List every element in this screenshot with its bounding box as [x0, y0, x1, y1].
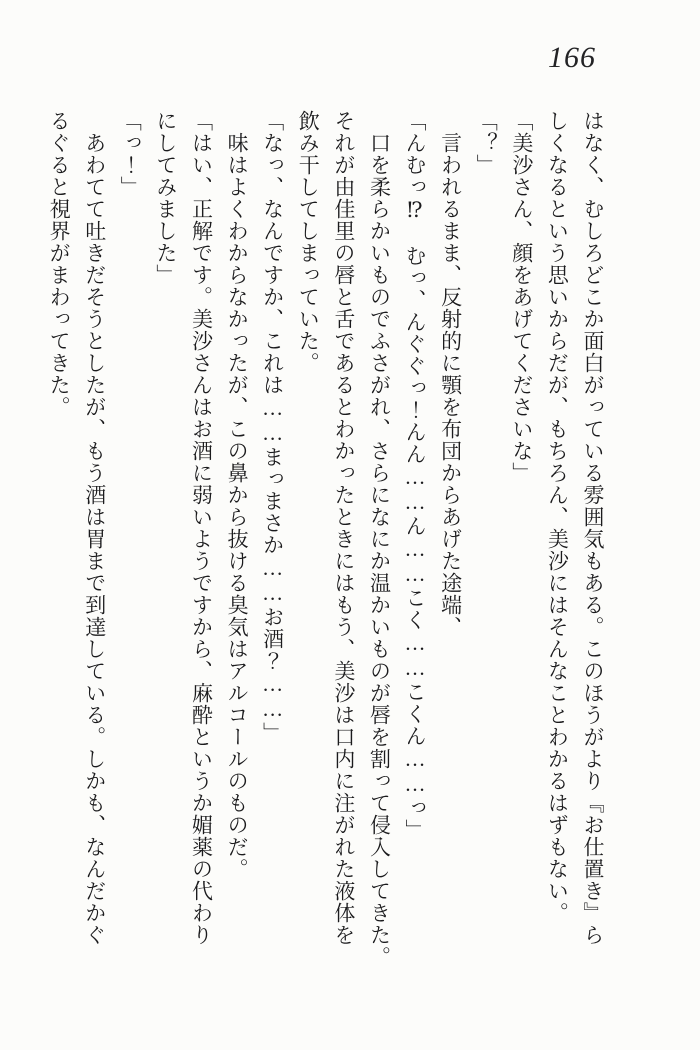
text-line: それが由佳里の唇と舌であるとわかったときにはもう、美沙は口内に注がれた液体を [331, 110, 356, 946]
text-line: 「はい、正解です。美沙さんはお酒に弱いようですから、麻酔というか媚薬の代わり [189, 110, 214, 946]
page-number: 166 [548, 41, 596, 74]
text-line: にしてみました」 [153, 110, 178, 286]
text-line: 口を柔らかいものでふさがれ、さらになにか温かいものが唇を割って侵入してきた。 [367, 110, 392, 968]
text-line: るぐると視界がまわってきた。 [47, 110, 72, 418]
text-line: 「なっ、なんですか、これは……まっまさか……お酒？……」 [260, 110, 285, 744]
text-line: 「んむっ⁉ むっ、んぐぐっ！んん……ん……こく……こくん……っ」 [403, 110, 428, 841]
text-line: しくなるという思いからだが、もちろん、美沙にはそんなことわかるはずもない。 [545, 110, 570, 924]
text-line: 「っ！」 [118, 110, 143, 198]
text-line: 言われるまま、反射的に顎を布団からあげた途端、 [438, 110, 463, 638]
text-line: 「？」 [474, 110, 499, 176]
text-line: 飲み干してしまっていた。 [296, 110, 321, 374]
text-line: あわてて吐きだそうとしたが、もう酒は胃まで到達している。しかも、なんだかぐ [82, 110, 107, 946]
text-line: 「美沙さん、顔をあげてくださいな」 [509, 110, 534, 484]
text-line: 味はよくわからなかったが、この鼻から抜ける臭気はアルコールのものだ。 [225, 110, 250, 880]
text-line: はなく、むしろどこか面白がっている雰囲気もある。このほうがより『お仕置き』ら [581, 110, 605, 946]
body-text [40, 110, 610, 968]
